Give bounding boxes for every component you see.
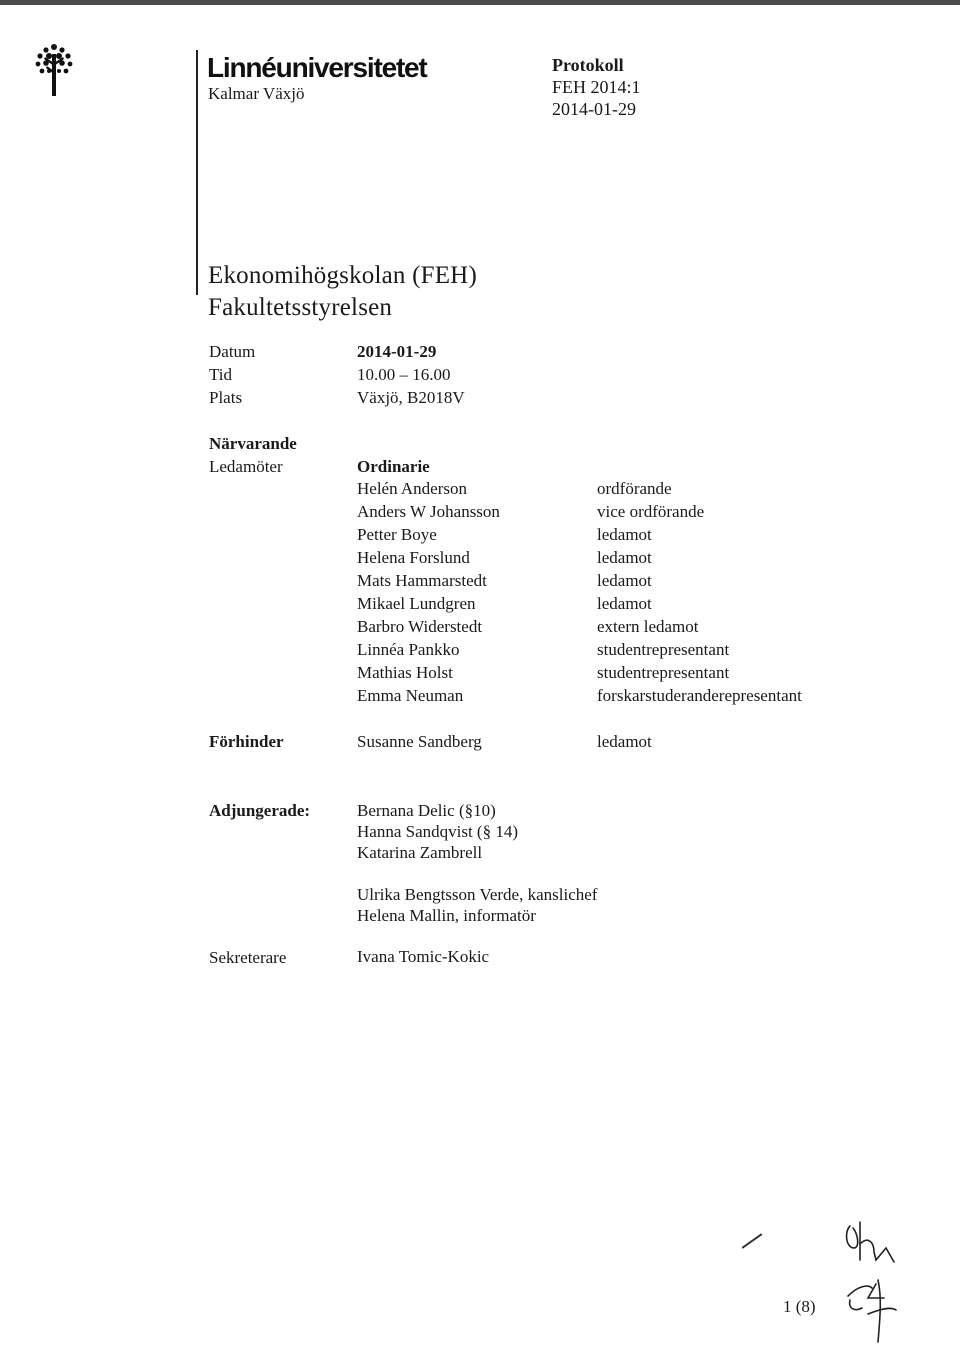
member-name: Mats Hammarstedt <box>357 571 487 590</box>
absent-label: Förhinder <box>209 732 284 751</box>
adjunct-staff: Helena Mallin, informatör <box>357 906 536 925</box>
member-role: studentrepresentant <box>597 663 730 682</box>
place-value: Växjö, B2018V <box>357 388 465 407</box>
header-divider <box>196 50 198 295</box>
protocol-type: Protokoll <box>552 55 624 75</box>
member-name: Petter Boye <box>357 525 437 544</box>
protocol-block <box>552 54 641 120</box>
page-number: 1 (8) <box>783 1297 816 1316</box>
place-label: Plats <box>209 388 243 407</box>
page-title <box>208 260 477 324</box>
initials-signature <box>838 1218 918 1348</box>
title-school: Ekonomihögskolan (FEH) <box>208 262 477 289</box>
protocol-date: 2014-01-29 <box>552 99 636 119</box>
time-value: 10.00 – 16.00 <box>357 365 451 384</box>
member-name: Linnéa Pankko <box>357 640 460 659</box>
members-label: Ledamöter <box>209 457 283 476</box>
adjunct-label: Adjungerade: <box>209 801 311 820</box>
absent-role: ledamot <box>597 732 652 751</box>
secretary-label: Sekreterare <box>209 948 287 967</box>
member-name: Barbro Widerstedt <box>357 617 483 636</box>
member-role: forskarstuderanderepresentant <box>597 686 802 705</box>
member-name: Helena Forslund <box>357 548 470 567</box>
time-label: Tid <box>209 365 233 384</box>
absent-name: Susanne Sandberg <box>357 732 482 751</box>
adjunct-person: Bernana Delic (§10) <box>357 801 496 820</box>
member-name: Mathias Holst <box>357 663 453 682</box>
title-board: Fakultetsstyrelsen <box>208 294 393 321</box>
date-value: 2014-01-29 <box>357 342 437 361</box>
ordinarie-label: Ordinarie <box>357 457 430 476</box>
date-label: Datum <box>209 342 256 361</box>
member-role: ordförande <box>597 479 672 498</box>
member-name: Mikael Lundgren <box>357 594 476 613</box>
university-logo-icon <box>34 42 74 98</box>
member-role: ledamot <box>597 594 652 613</box>
member-name: Emma Neuman <box>357 686 464 705</box>
university-campuses: Kalmar Växjö <box>208 84 305 103</box>
member-name: Anders W Johansson <box>357 502 500 521</box>
member-name: Helén Anderson <box>357 479 468 498</box>
member-role: ledamot <box>597 571 652 590</box>
adjunct-staff: Ulrika Bengtsson Verde, kanslichef <box>357 885 598 904</box>
scan-top-edge <box>0 0 960 5</box>
university-name: Linnéuniversitetet <box>207 52 427 83</box>
member-role: vice ordförande <box>597 502 705 521</box>
adjunct-person: Hanna Sandqvist (§ 14) <box>357 822 519 841</box>
member-role: studentrepresentant <box>597 640 730 659</box>
pen-mark <box>742 1233 763 1248</box>
adjunct-person: Katarina Zambrell <box>357 843 483 862</box>
member-role: ledamot <box>597 548 652 567</box>
member-role: extern ledamot <box>597 617 699 636</box>
protocol-number: FEH 2014:1 <box>552 77 641 97</box>
secretary-name: Ivana Tomic-Kokic <box>357 947 490 966</box>
present-heading: Närvarande <box>209 434 297 453</box>
member-role: ledamot <box>597 525 652 544</box>
